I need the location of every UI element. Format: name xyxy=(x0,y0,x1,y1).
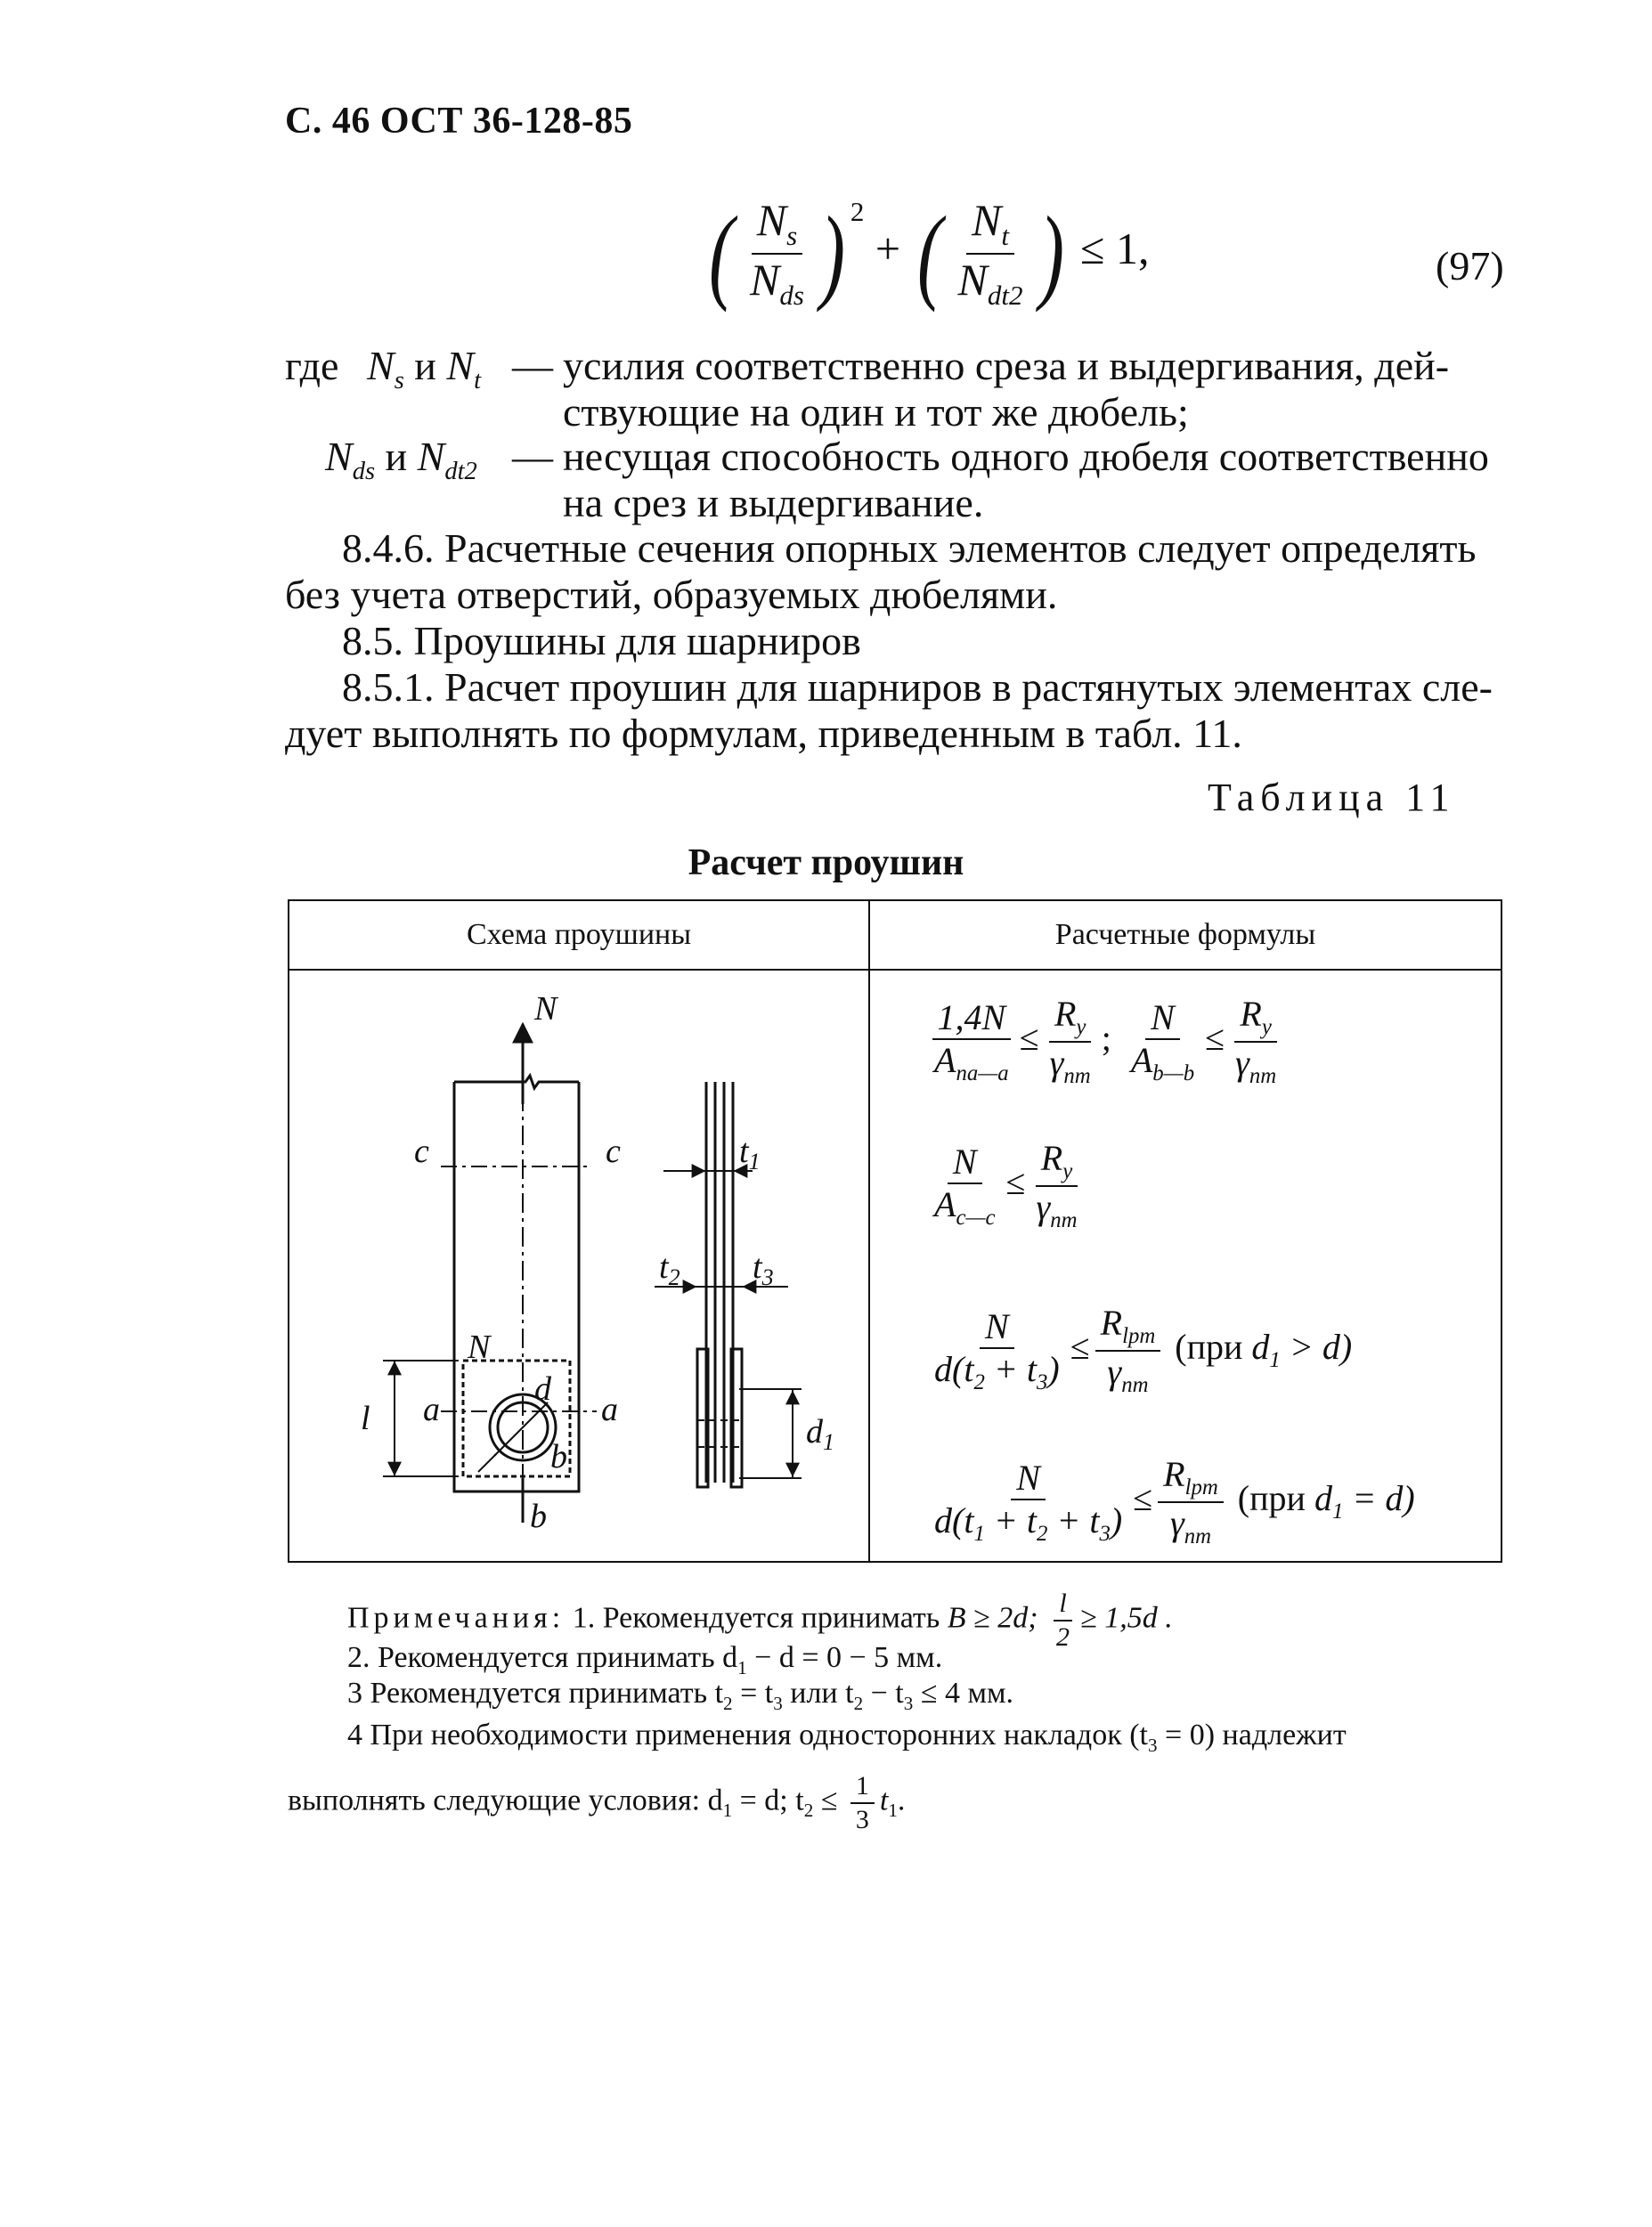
note-4-line1: 4 При необходимости применения односторонних накладок $(t_3 = 0)$ надлежит xyxy=(347,1719,1347,1756)
note-3: 3 Рекомендуется принимать $t_2 = t_3$ или $t_2 - t_3 \le 4$ мм. xyxy=(347,1677,1013,1714)
label-a-left: a xyxy=(423,1391,440,1428)
label-l: l xyxy=(361,1400,370,1437)
paragraph-846-line2: без учета отверстий, образуемых дюбелями. xyxy=(285,572,1058,617)
scheme-cell xyxy=(289,970,869,1562)
table-title: Расчет проушин xyxy=(688,842,964,883)
formula-3: $\frac{N}{d(t_2 + t_3)}$ ≤ $\frac{R_{lpm}}{\gamma_{nm}}$ (при $d_1 > d$) xyxy=(934,1303,1353,1398)
label-N-mid: N xyxy=(468,1329,491,1366)
legend-1-dash: — xyxy=(512,343,553,388)
label-a-right: a xyxy=(601,1391,618,1428)
paragraph-846-line1: 8.4.6. Расчетные сечения опорных элементов следует определять xyxy=(342,525,1477,571)
paragraph-851-line1: 8.5.1. Расчет проушин для шарниров в растянутых элементах сле- xyxy=(342,664,1493,710)
label-d: d xyxy=(534,1370,551,1408)
calculation-table xyxy=(288,899,1502,1563)
table-header-formulas: Расчетные формулы xyxy=(869,900,1501,970)
legend-2-text-a: несущая способность одного дюбеля соответственно xyxy=(563,434,1489,479)
legend-where: где xyxy=(285,343,339,388)
formula-2: $\frac{N}{A_{c—c}}$ ≤ $\frac{R_y}{\gamma_{nm}}$ xyxy=(934,1138,1078,1233)
label-b-bottom: b xyxy=(530,1498,547,1535)
table-header-scheme: Схема проушины xyxy=(289,900,869,970)
eye-scheme-drawing xyxy=(289,971,868,1563)
label-t3: $t_3$ xyxy=(753,1248,774,1290)
label-c-left: c xyxy=(414,1133,429,1170)
label-c-right: c xyxy=(606,1133,621,1170)
fraction-nt-ndt: $\frac{N_t}{N_{dt2}}$ xyxy=(957,194,1023,311)
equation-97: ( $\frac{N_s}{N_{ds}}$ ) $^2$ + ( $\frac{N_t}{N_{dt2}}$ ) ≤ 1, xyxy=(708,193,1150,313)
legend-2-text-b: на срез и выдергивание. xyxy=(563,480,984,525)
legend-1-text-a: усилия соответственно среза и выдергивания, дей- xyxy=(563,343,1450,388)
legend-1-text-b: ствующие на один и тот же дюбель; xyxy=(563,389,1189,435)
equation-number: (97) xyxy=(1436,243,1504,289)
note-1: Примечания: 1. Рекомендуется принимать B ≥ 2d; $\frac{l}{2}$ ≥ 1,5d . xyxy=(347,1589,1173,1652)
formula-1: $\frac{1,4N}{A_{na—a}}$ ≤ $\frac{R_y}{\gamma_{nm}}$ ; $\frac{N}{A_{b—b}}$ ≤ $\frac{R_y}{\gamma_{nm}}$ xyxy=(924,996,1287,1088)
page-header: С. 46 ОСТ 36-128-85 xyxy=(285,101,633,142)
note-4-line2: выполнять следующие условия: $d_1 = d$; $t_2$ ≤ $\frac{1}{3}$ $t_1$. xyxy=(288,1771,906,1834)
formula-4: $\frac{N}{d(t_1 + t_2 + t_3)}$ ≤ $\frac{R_{lpm}}{\gamma_{nm}}$ (при $d_1 = d$) xyxy=(934,1454,1415,1549)
fraction-ns-nds: $\frac{N_s}{N_{ds}}$ xyxy=(749,194,804,311)
label-N-top: N xyxy=(534,990,557,1028)
left-paren: ( xyxy=(708,193,734,313)
label-t1: $t_1$ xyxy=(739,1133,761,1174)
legend-1-symbols: $N_s$ и $N_t$ xyxy=(367,343,482,395)
paragraph-85: 8.5. Проушины для шарниров xyxy=(342,618,861,663)
note-2: 2. Рекомендуется принимать $d_1 - d = 0 - 5$ мм. xyxy=(347,1641,943,1678)
label-b-inner: b xyxy=(550,1438,567,1475)
legend-2-dash: — xyxy=(512,434,553,479)
legend-2-symbols: $N_{ds}$ и $N_{dt2}$ xyxy=(325,434,477,486)
paragraph-851-line2: дует выполнять по формулам, приведенным в табл. 11. xyxy=(285,711,1242,756)
formulas-cell xyxy=(869,970,1501,1562)
label-t2: $t_2$ xyxy=(659,1248,680,1290)
table-label: Таблица 11 xyxy=(1208,776,1456,819)
label-d1: $d_1$ xyxy=(806,1413,834,1455)
